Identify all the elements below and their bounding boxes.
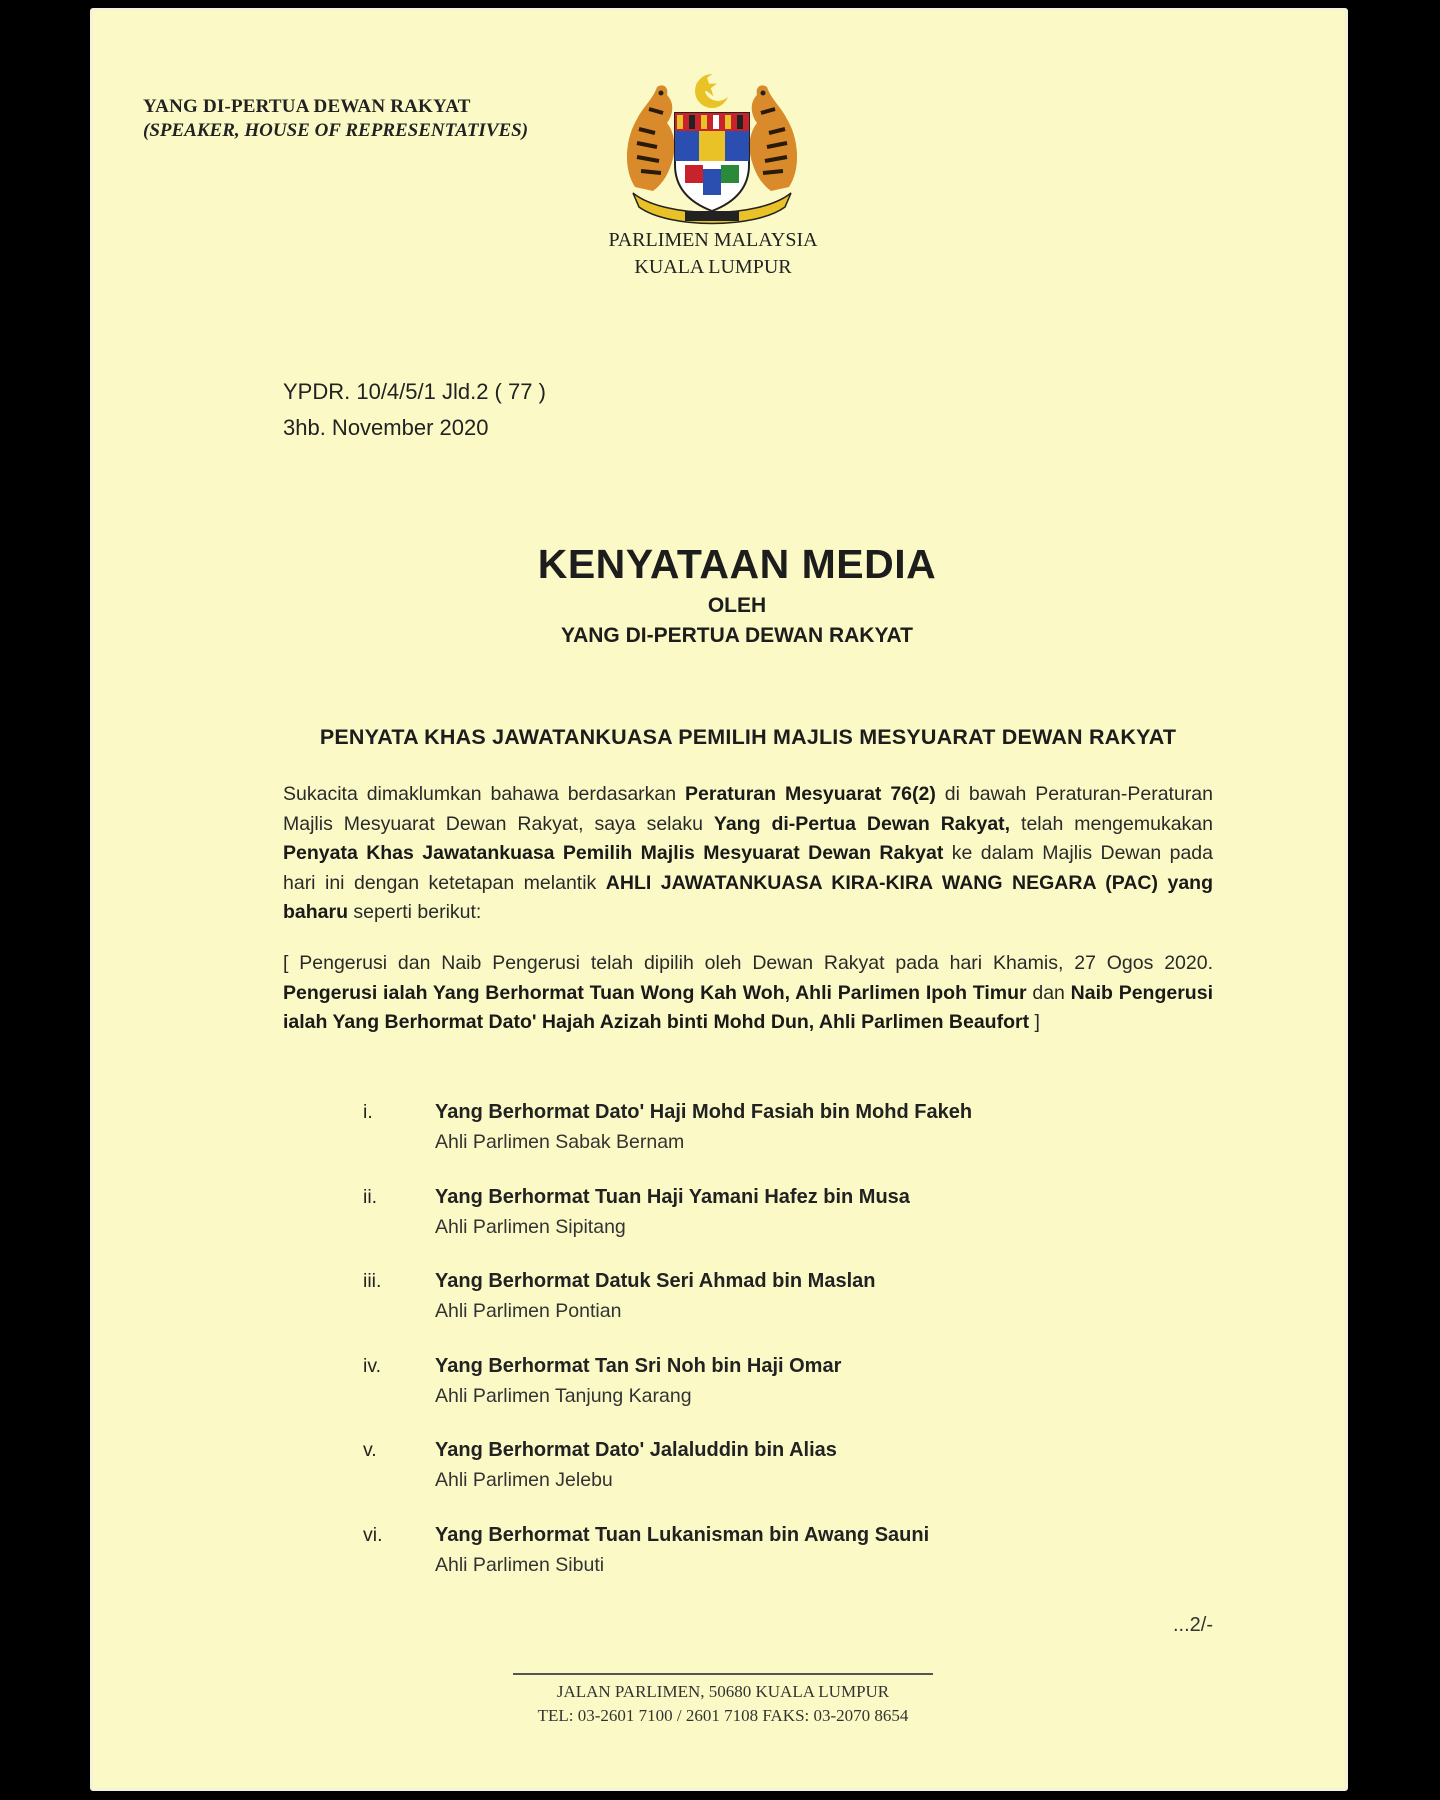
document-page	[90, 8, 1348, 1791]
member-number: iv.	[363, 1354, 382, 1377]
shield-icon	[675, 113, 749, 211]
members-list	[363, 1101, 1183, 1608]
document-subject: PENYATA KHAS JAWATANKUASA PEMILIH MAJLIS MESYUARAT DEWAN RAKYAT	[319, 725, 1177, 749]
reference-block	[283, 374, 546, 446]
member-number: iii.	[363, 1270, 382, 1292]
member-name: Yang Berhormat Dato' Jalaluddin bin Alias	[435, 1439, 837, 1461]
member-name: Yang Berhormat Datuk Seri Ahmad bin Maslan	[435, 1270, 876, 1292]
member-number: vi.	[363, 1523, 383, 1546]
list-item	[363, 1524, 1183, 1609]
document-date: 3hb. November 2020	[283, 415, 489, 440]
list-item	[363, 1355, 1183, 1440]
crescent-star-icon	[695, 73, 732, 108]
list-item	[363, 1101, 1183, 1186]
member-name: Yang Berhormat Tuan Haji Yamani Hafez bin Musa	[435, 1185, 910, 1208]
footer	[423, 1680, 1023, 1728]
member-seat: Ahli Parlimen Jelebu	[435, 1469, 613, 1491]
member-seat: Ahli Parlimen Pontian	[435, 1300, 622, 1322]
footer-address: JALAN PARLIMEN, 50680 KUALA LUMPUR	[556, 1682, 890, 1701]
member-name: Yang Berhormat Tuan Lukanisman bin Awang Sauni	[435, 1523, 930, 1546]
member-number: ii.	[363, 1185, 378, 1208]
document-title-block	[333, 541, 1141, 648]
document-title: KENYATAAN MEDIA	[537, 541, 937, 587]
paragraph-chairman-note: [ Pengerusi dan Naib Pengerusi telah dipilih oleh Dewan Rakyat pada hari Khamis, 27 Ogos 2020. Pengerusi ialah Yang Berhormat Tuan Wong Kah Woh, Ahli Parlimen Ipoh Timur dan Naib Pengerusi ialah Yang Berhormat Dato' Hajah Azizah binti Mohd Dun, Ahli Parlimen Beaufort ]	[283, 952, 1213, 1033]
footer-contact: TEL: 03-2601 7100 / 2601 7108 FAKS: 03-2070 8654	[537, 1706, 909, 1725]
member-seat: Ahli Parlimen Sibuti	[435, 1553, 605, 1576]
reference-number: YPDR. 10/4/5/1 Jld.2 ( 77 )	[283, 379, 546, 404]
footer-divider	[513, 1673, 933, 1675]
page-continuation-marker: ...2/-	[1172, 1614, 1213, 1636]
member-name: Yang Berhormat Dato' Haji Mohd Fasiah bin Mohd Fakeh	[435, 1101, 973, 1123]
member-number: v.	[363, 1439, 377, 1461]
speaker-title-english: (SPEAKER, HOUSE OF REPRESENTATIVES)	[143, 120, 529, 141]
member-seat: Ahli Parlimen Tanjung Karang	[435, 1384, 692, 1407]
member-seat: Ahli Parlimen Sipitang	[435, 1215, 626, 1238]
list-item	[363, 1439, 1183, 1524]
list-item	[363, 1186, 1183, 1271]
title-author: YANG DI-PERTUA DEWAN RAKYAT	[561, 624, 913, 647]
parliament-name: PARLIMEN MALAYSIA	[608, 229, 818, 251]
left-tiger-icon	[627, 85, 675, 191]
list-item	[363, 1270, 1183, 1355]
right-tiger-icon	[750, 85, 798, 191]
speaker-title: YANG DI-PERTUA DEWAN RAKYAT	[143, 96, 471, 117]
parliament-city: KUALA LUMPUR	[634, 256, 792, 278]
paragraph-intro: Sukacita dimaklumkan bahawa berdasarkan Peraturan Mesyuarat 76(2) di bawah Peraturan-Peraturan Majlis Mesyuarat Dewan Rakyat, saya selaku Yang di-Pertua Dewan Rakyat, telah mengemukakan Penyata Khas Jawatankuasa Pemilih Majlis Mesyuarat Dewan Rakyat ke dalam Majlis Dewan pada hari ini dengan ketetapan melantik AHLI JAWATANKUASA KIRA-KIRA WANG NEGARA (PAC) yang baharu seperti berikut:	[283, 783, 1213, 923]
member-name: Yang Berhormat Tan Sri Noh bin Haji Omar	[435, 1354, 842, 1377]
member-number: i.	[363, 1101, 373, 1123]
malaysia-coat-of-arms-icon	[615, 69, 809, 234]
member-seat: Ahli Parlimen Sabak Bernam	[435, 1131, 685, 1153]
parliament-letterhead	[493, 227, 933, 281]
title-by: OLEH	[707, 594, 767, 617]
speaker-letterhead	[143, 96, 528, 142]
